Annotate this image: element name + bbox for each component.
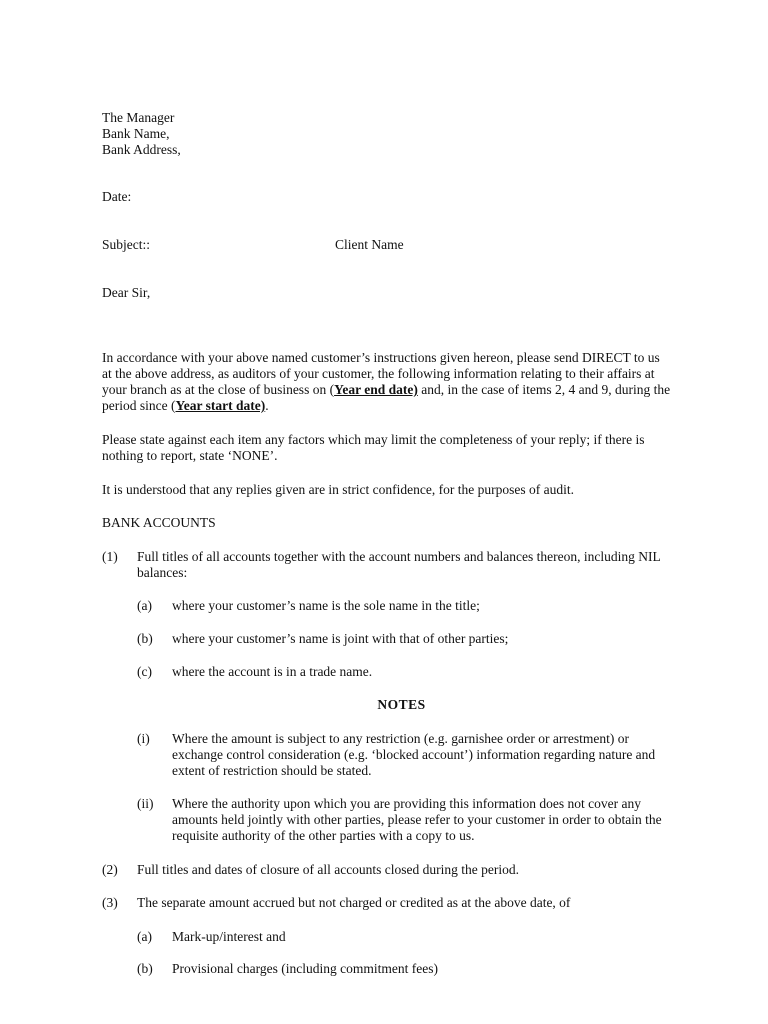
address-line-manager: The Manager (102, 110, 175, 125)
sub-item-text: Mark-up/interest and (172, 929, 286, 944)
year-end-date: Year end date) (334, 382, 418, 397)
intro-text-part1: In accordance with your above named customer’s instructions given hereon, please send DIRECT to us at the above address, as auditors of your customer, the following information relating to their affairs at your branch as at the close of business on ( (102, 350, 660, 397)
intro-text-part3: . (265, 398, 269, 413)
salutation: Dear Sir, (102, 285, 151, 300)
sub-item-text: where the account is in a trade name. (172, 664, 373, 679)
sub-item-text: Provisional charges (including commitment fees) (172, 961, 438, 976)
item-number: (2) (102, 862, 118, 877)
section-heading-bank-accounts: BANK ACCOUNTS (102, 515, 216, 530)
note-text: Where the amount is subject to any restriction (e.g. garnishee order or arrestment) or exchange control consideration (e.g. ‘blocked account’) information regarding nature and extent of restriction should be stated. (172, 731, 656, 778)
sub-item-text: where your customer’s name is the sole name in the title; (172, 598, 480, 613)
sub-item-label: (a) (137, 929, 152, 944)
limit-paragraph: Please state against each item any factors which may limit the completeness of your reply; if there is nothing to report, state ‘NONE’. (102, 432, 645, 463)
year-start-date: Year start date) (175, 398, 266, 413)
item-text: The separate amount accrued but not charged or credited as at the above date, of (137, 895, 571, 910)
item-text: Full titles of all accounts together with the account numbers and balances thereon, including NIL balances: (137, 549, 661, 580)
address-line-bank-name: Bank Name, (102, 126, 170, 141)
sub-item-label: (c) (137, 664, 152, 679)
intro-paragraph (102, 350, 672, 414)
subject-client-name: Client Name (335, 237, 404, 252)
intro-text-part2: and, in the case of items 2, 4 and 9, during the period since ( (102, 382, 671, 413)
confidence-paragraph: It is understood that any replies given are in strict confidence, for the purposes of audit. (102, 482, 574, 497)
address-line-bank-address: Bank Address, (102, 142, 181, 157)
item-text: Full titles and dates of closure of all accounts closed during the period. (137, 862, 520, 877)
sub-item-label: (b) (137, 631, 153, 646)
sub-item-label: (b) (137, 961, 153, 976)
sub-item-text: where your customer’s name is joint with that of other parties; (172, 631, 509, 646)
item-number: (3) (102, 895, 118, 910)
note-label: (i) (137, 731, 150, 746)
subject-label: Subject:: (102, 237, 150, 252)
note-label: (ii) (137, 796, 154, 811)
date-label: Date: (102, 189, 132, 204)
item-number: (1) (102, 549, 118, 564)
notes-heading: NOTES (377, 697, 426, 712)
note-text: Where the authority upon which you are providing this information does not cover any amounts held jointly with other parties, please refer to your customer in order to obtain the requisite authority of the other parties with a copy to us. (172, 796, 662, 843)
sub-item-label: (a) (137, 598, 152, 613)
